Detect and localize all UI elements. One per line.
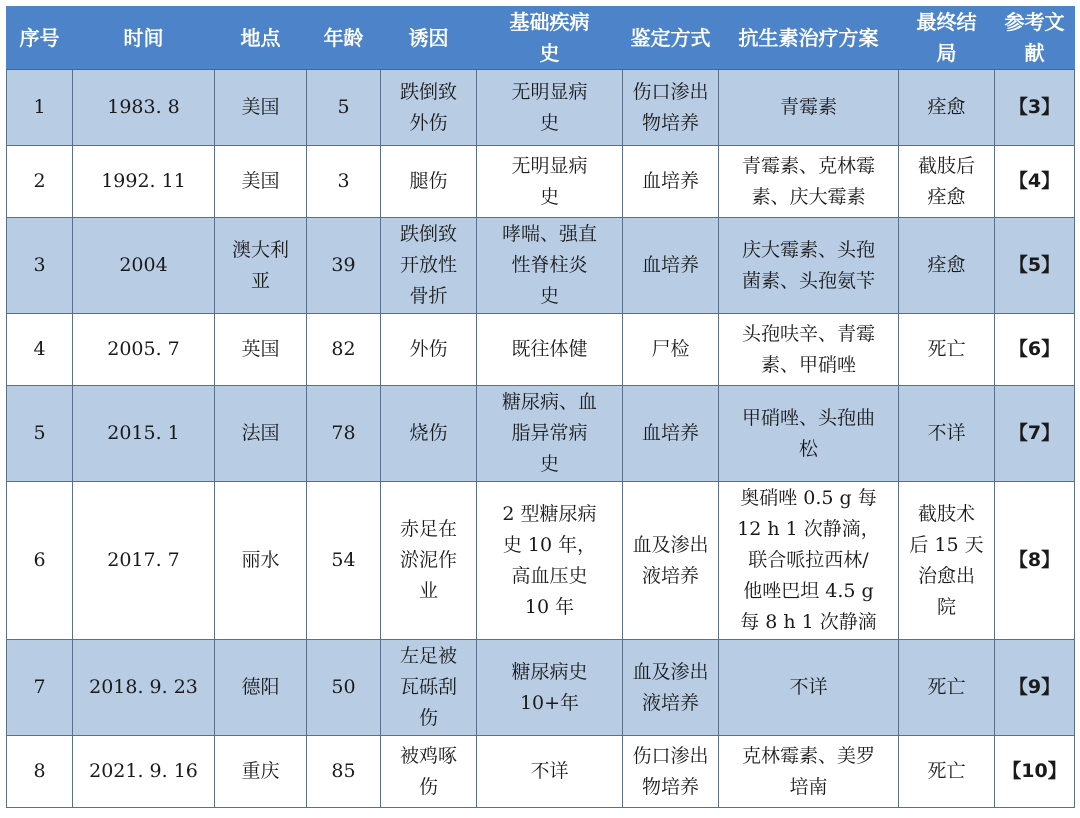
cell-age: 3 — [307, 146, 381, 218]
header-row — [7, 7, 1075, 70]
cell-time: 1983. 8 — [73, 70, 215, 146]
cell-antibiotic-regimen: 克林霉素、美罗 培南 — [719, 736, 899, 808]
cell-location: 德阳 — [215, 640, 307, 736]
table-row — [7, 386, 1075, 482]
cell-medical-history: 不详 — [477, 736, 623, 808]
cell-identification-method: 血及渗出 液培养 — [623, 640, 719, 736]
cell-medical-history: 既往体健 — [477, 314, 623, 386]
cell-time: 2005. 7 — [73, 314, 215, 386]
cell-age: 78 — [307, 386, 381, 482]
cell-location: 英国 — [215, 314, 307, 386]
cell-index: 1 — [7, 70, 73, 146]
cell-identification-method: 血培养 — [623, 218, 719, 314]
cell-antibiotic-regimen: 庆大霉素、头孢 菌素、头孢氨苄 — [719, 218, 899, 314]
cell-index: 5 — [7, 386, 73, 482]
cell-identification-method: 尸检 — [623, 314, 719, 386]
cell-antibiotic-regimen: 青霉素、克林霉 素、庆大霉素 — [719, 146, 899, 218]
cell-cause: 左足被 瓦砾刮 伤 — [381, 640, 477, 736]
table-row — [7, 736, 1075, 808]
header-reference: 参考文 献 — [995, 7, 1075, 70]
cell-index: 6 — [7, 482, 73, 640]
cell-medical-history: 2 型糖尿病 史 10 年， 高血压史 10 年 — [477, 482, 623, 640]
cell-reference: 【6】 — [995, 314, 1075, 386]
cell-location: 法国 — [215, 386, 307, 482]
header-cause: 诱因 — [381, 7, 477, 70]
header-location: 地点 — [215, 7, 307, 70]
cell-outcome: 死亡 — [899, 736, 995, 808]
cell-index: 4 — [7, 314, 73, 386]
table-row — [7, 314, 1075, 386]
cell-identification-method: 伤口渗出 物培养 — [623, 736, 719, 808]
header-medical-history: 基础疾病 史 — [477, 7, 623, 70]
cell-antibiotic-regimen: 不详 — [719, 640, 899, 736]
cell-time: 2015. 1 — [73, 386, 215, 482]
cell-age: 50 — [307, 640, 381, 736]
cell-antibiotic-regimen: 头孢呋辛、青霉 素、甲硝唑 — [719, 314, 899, 386]
cell-outcome: 死亡 — [899, 640, 995, 736]
cell-age: 54 — [307, 482, 381, 640]
header-age: 年龄 — [307, 7, 381, 70]
cell-cause: 跌倒致 开放性 骨折 — [381, 218, 477, 314]
table-row — [7, 146, 1075, 218]
table-row — [7, 482, 1075, 640]
cell-location: 澳大利 亚 — [215, 218, 307, 314]
cell-identification-method: 血培养 — [623, 146, 719, 218]
cell-time: 2021. 9. 16 — [73, 736, 215, 808]
cell-reference: 【7】 — [995, 386, 1075, 482]
cell-cause: 被鸡啄 伤 — [381, 736, 477, 808]
table-row — [7, 70, 1075, 146]
cell-medical-history: 哮喘、强直 性脊柱炎 史 — [477, 218, 623, 314]
cell-cause: 腿伤 — [381, 146, 477, 218]
cell-age: 85 — [307, 736, 381, 808]
header-index: 序号 — [7, 7, 73, 70]
header-antibiotic-regimen: 抗生素治疗方案 — [719, 7, 899, 70]
cell-identification-method: 伤口渗出 物培养 — [623, 70, 719, 146]
cell-medical-history: 糖尿病、血 脂异常病 史 — [477, 386, 623, 482]
cell-outcome: 截肢术 后 15 天 治愈出 院 — [899, 482, 995, 640]
cell-index: 8 — [7, 736, 73, 808]
case-table-container — [6, 6, 1074, 812]
cell-outcome: 截肢后 痊愈 — [899, 146, 995, 218]
cell-location: 美国 — [215, 146, 307, 218]
cell-medical-history: 无明显病 史 — [477, 146, 623, 218]
cell-outcome: 死亡 — [899, 314, 995, 386]
cell-identification-method: 血培养 — [623, 386, 719, 482]
cell-index: 7 — [7, 640, 73, 736]
cell-time: 2017. 7 — [73, 482, 215, 640]
header-identification-method: 鉴定方式 — [623, 7, 719, 70]
cell-age: 39 — [307, 218, 381, 314]
cell-time: 1992. 11 — [73, 146, 215, 218]
cell-antibiotic-regimen: 青霉素 — [719, 70, 899, 146]
cell-cause: 烧伤 — [381, 386, 477, 482]
cell-location: 美国 — [215, 70, 307, 146]
cell-index: 3 — [7, 218, 73, 314]
cell-outcome: 不详 — [899, 386, 995, 482]
cell-cause: 外伤 — [381, 314, 477, 386]
case-report-table — [6, 6, 1075, 808]
cell-medical-history: 无明显病 史 — [477, 70, 623, 146]
cell-time: 2004 — [73, 218, 215, 314]
cell-outcome: 痊愈 — [899, 218, 995, 314]
table-row — [7, 218, 1075, 314]
cell-medical-history: 糖尿病史 10+年 — [477, 640, 623, 736]
cell-reference: 【3】 — [995, 70, 1075, 146]
header-outcome: 最终结 局 — [899, 7, 995, 70]
cell-identification-method: 血及渗出 液培养 — [623, 482, 719, 640]
table-row — [7, 640, 1075, 736]
cell-outcome: 痊愈 — [899, 70, 995, 146]
cell-location: 丽水 — [215, 482, 307, 640]
cell-age: 82 — [307, 314, 381, 386]
cell-reference: 【5】 — [995, 218, 1075, 314]
cell-location: 重庆 — [215, 736, 307, 808]
cell-reference: 【4】 — [995, 146, 1075, 218]
cell-antibiotic-regimen: 奥硝唑 0.5 g 每 12 h 1 次静滴， 联合哌拉西林/ 他唑巴坦 4.5 g 每 8 h 1 次静滴 — [719, 482, 899, 640]
header-time: 时间 — [73, 7, 215, 70]
cell-cause: 赤足在 淤泥作 业 — [381, 482, 477, 640]
cell-reference: 【10】 — [995, 736, 1075, 808]
cell-cause: 跌倒致 外伤 — [381, 70, 477, 146]
cell-antibiotic-regimen: 甲硝唑、头孢曲 松 — [719, 386, 899, 482]
cell-index: 2 — [7, 146, 73, 218]
cell-time: 2018. 9. 23 — [73, 640, 215, 736]
cell-reference: 【9】 — [995, 640, 1075, 736]
cell-reference: 【8】 — [995, 482, 1075, 640]
cell-age: 5 — [307, 70, 381, 146]
